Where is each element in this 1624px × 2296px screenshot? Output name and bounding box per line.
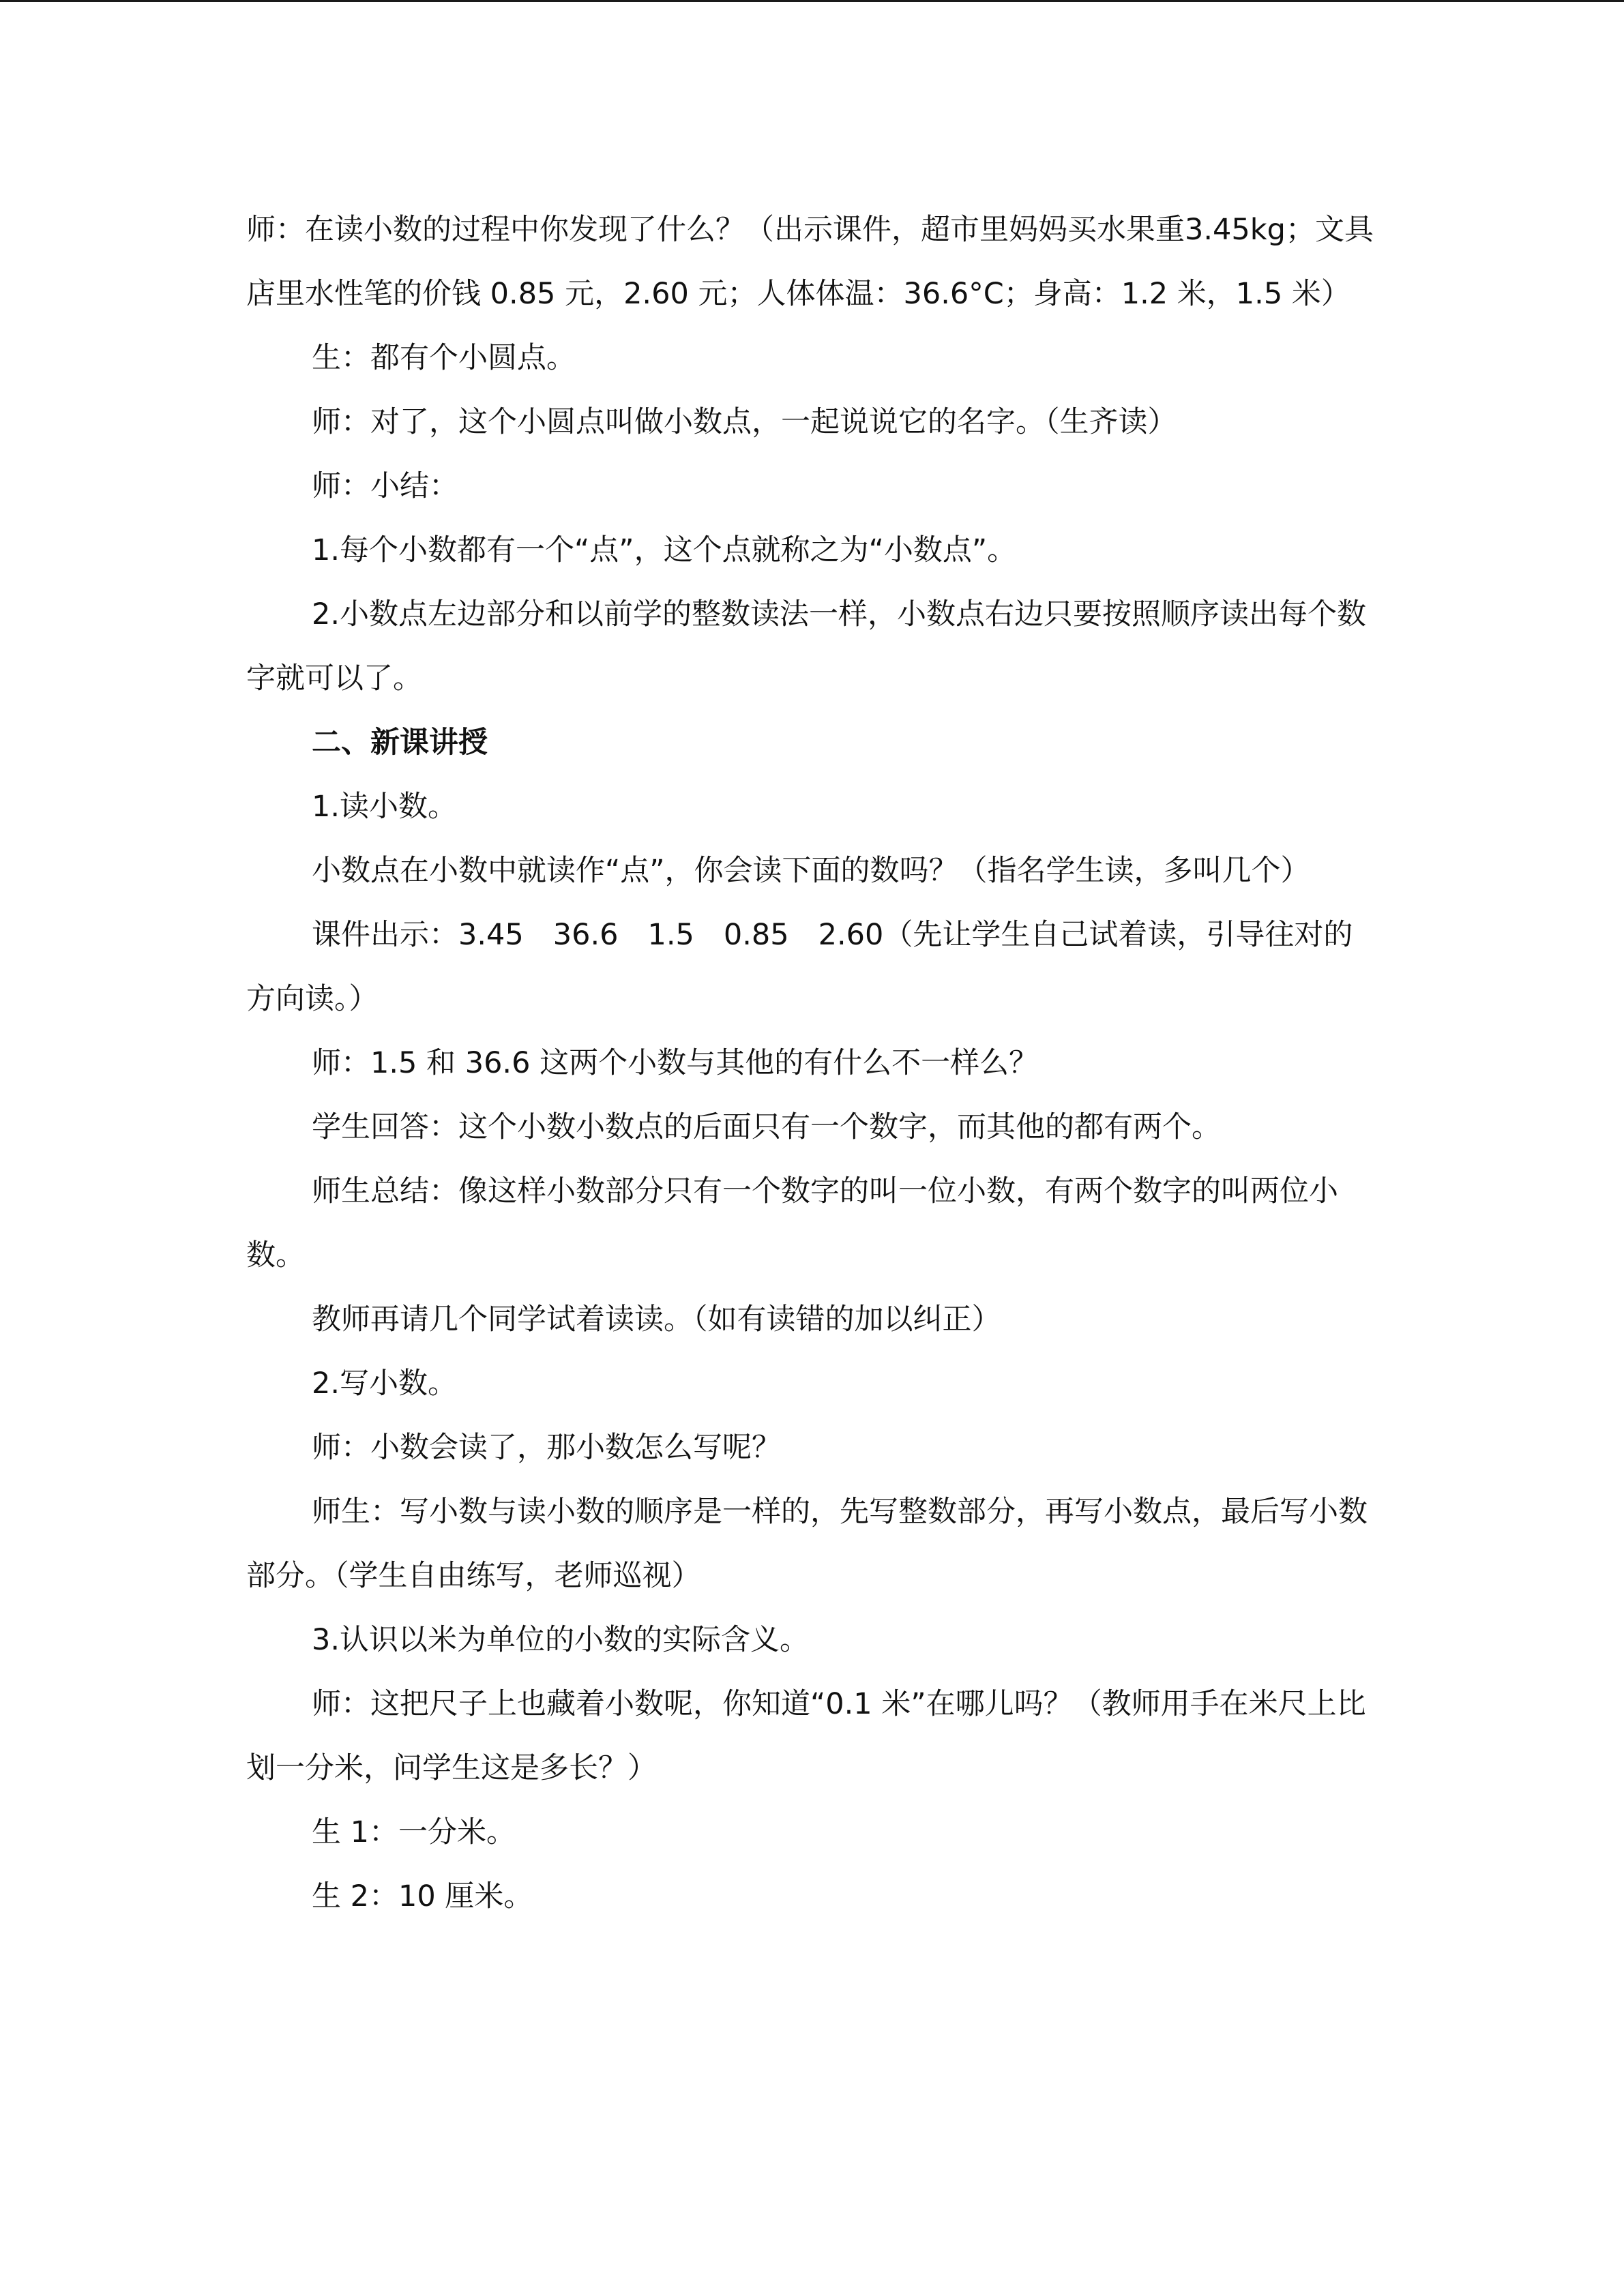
- paragraph-summary-point-2: 2.小数点左边部分和以前学的整数读法一样，小数点右边只要按照顺序读出每个数字就可以了。: [246, 597, 1367, 696]
- paragraph-how-to-write: 师：小数会读了，那小数怎么写呢？: [312, 1431, 781, 1465]
- paragraph-student-1-answer: 生 1：一分米。: [312, 1815, 516, 1849]
- paragraph-ruler-question: 师：这把尺子上也藏着小数呢，你知道“0.1 米”在哪儿吗？（教师用手在米尺上比划一分米，问学生这是多长？）: [246, 1687, 1366, 1785]
- paragraph-summary-heading: 师：小结：: [312, 469, 458, 503]
- subheading-read-decimals: 1.读小数。: [312, 790, 458, 824]
- paragraph-writing-order: 师生：写小数与读小数的顺序是一样的，先写整数部分，再写小数点，最后写小数部分。（学生自由练写，老师巡视）: [246, 1495, 1368, 1593]
- paragraph-student-2-answer: 生 2：10 厘米。: [312, 1879, 533, 1913]
- subheading-write-decimals: 2.写小数。: [312, 1367, 458, 1401]
- paragraph-place-summary: 师生总结：像这样小数部分只有一个数字的叫一位小数，有两个数字的叫两位小数。: [246, 1174, 1338, 1272]
- section-heading-new-lesson: 二、新课讲授: [312, 726, 488, 760]
- paragraph-read-again: 教师再请几个同学试着读读。（如有读错的加以纠正）: [312, 1302, 1001, 1337]
- paragraph-student-dot: 生：都有个小圆点。: [312, 341, 576, 375]
- paragraph-courseware-numbers: 课件出示：3.45 36.6 1.5 0.85 2.60（先让学生自己试着读，引导往对的方向读。）: [246, 918, 1353, 1016]
- subheading-meter-meaning: 3.认识以米为单位的小数的实际含义。: [312, 1623, 810, 1657]
- paragraph-decimal-point-name: 师：对了，这个小圆点叫做小数点，一起说说它的名字。（生齐读）: [312, 405, 1177, 439]
- paragraph-difference-question: 师：1.5 和 36.6 这两个小数与其他的有什么不一样么？: [312, 1046, 1039, 1080]
- paragraph-student-answer: 学生回答：这个小数小数点的后面只有一个数字，而其他的都有两个。: [312, 1110, 1221, 1144]
- paragraph-read-as-point: 小数点在小数中就读作“点”，你会读下面的数吗？（指名学生读，多叫几个）: [312, 854, 1310, 888]
- document-body: [246, 198, 1378, 1928]
- paragraph-summary-point-1: 1.每个小数都有一个“点”，这个点就称之为“小数点”。: [312, 533, 1017, 567]
- top-border-line: [0, 0, 1624, 2]
- paragraph-teacher-question: 师：在读小数的过程中你发现了什么？（出示课件，超市里妈妈买水果重3.45kg；文具店里水性笔的价钱 0.85 元，2.60 元；人体体温：36.6°C；身高：1.2 米，1.5 米）: [246, 213, 1374, 311]
